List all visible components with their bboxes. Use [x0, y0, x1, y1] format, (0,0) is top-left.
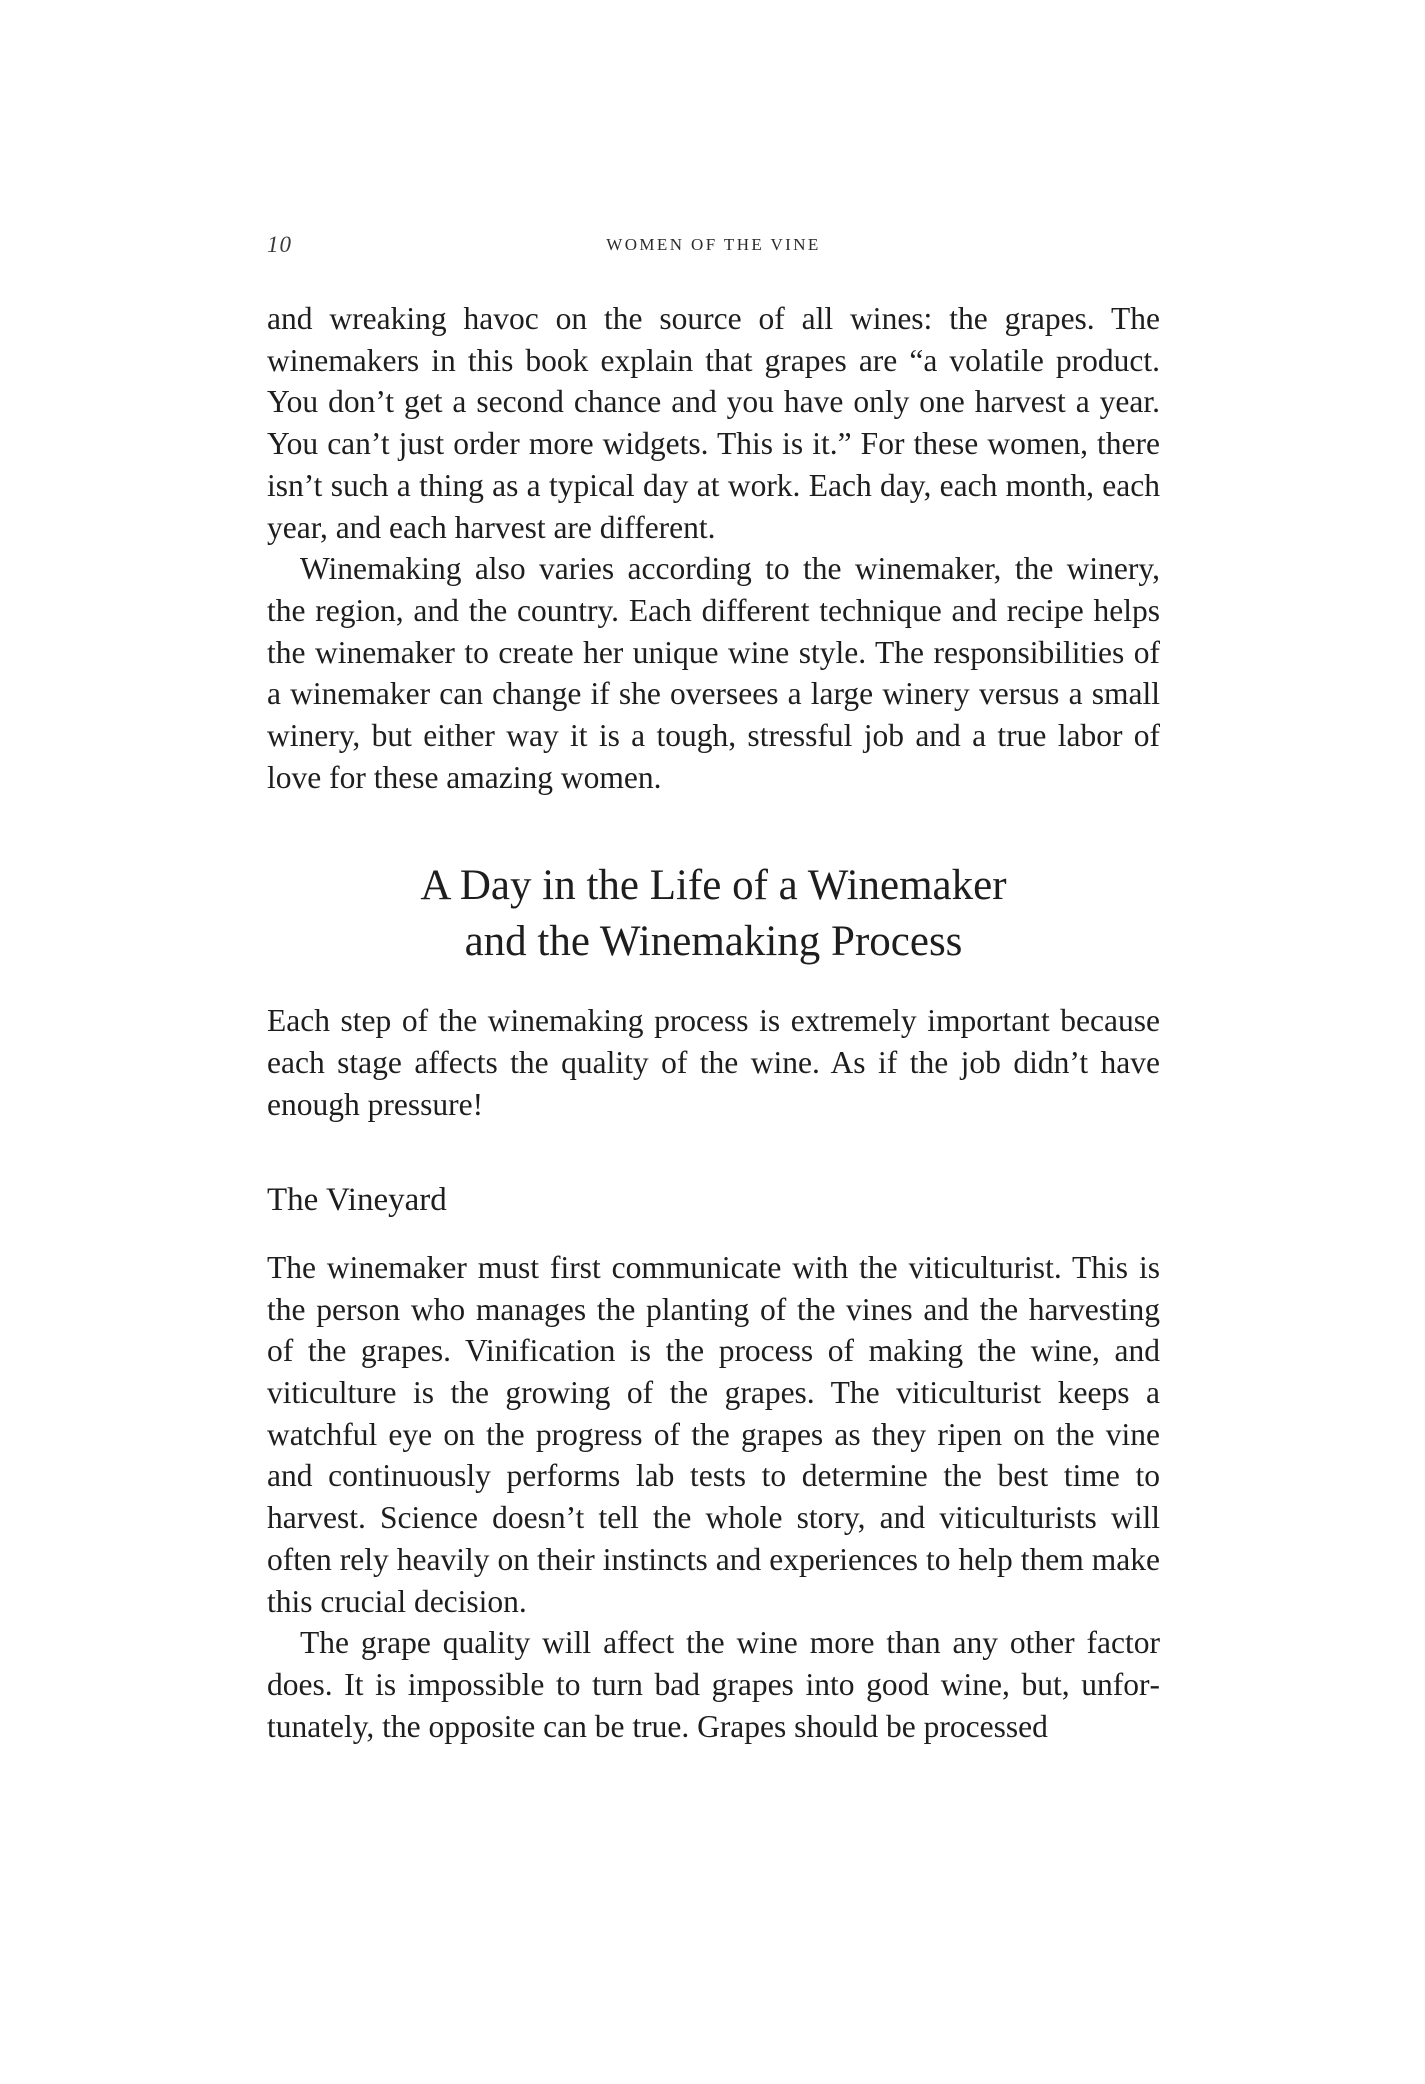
chapter-heading-line: and the Winemaking Process — [464, 918, 963, 966]
running-head — [267, 225, 1160, 265]
paragraph: Winemaking also varies according to the winemaker, the winery, the region, and the country. Each different technique and recipe helps the winemaker to create her unique wine style. The responsibilities of a winemaker can change if she oversees a large winery versus a small winery, but either way it is a tough, stressful job and a true labor of love for these amazing women. — [267, 551, 1160, 795]
paragraph: The winemaker must first communicate with the viticulturist. This is the person who manages the planting of the vines and the harvesting of the grapes. Vinification is the process of making the wine, and viticulture is the growing of the grapes. The viticulturist keeps a watchful eye on the progress of the grapes as they ripen on the vine and continuously performs lab tests to determine the best time to harvest. Science doesn’t tell the whole story, and viticulturists will often rely heavily on their instincts and experiences to help them make this crucial decision. — [267, 1249, 1160, 1619]
section-heading: The Vineyard — [267, 1181, 447, 1218]
intro-text — [267, 298, 1160, 798]
section-text — [267, 1247, 1160, 1747]
paragraph: Each step of the winemaking process is extremely important because each stage affects the quality of the wine. As if the job didn’t have enough pressure! — [267, 1003, 1160, 1122]
paragraph: and wreaking havoc on the source of all wines: the grapes. The winemakers in this book explain that grapes are “a volatile product. You don’t get a second chance and you have only one harvest a year. You can’t just order more widgets. This is it.” For these women, there isn’t such a thing as a typical day at work. Each day, each month, each year, and each harvest are different. — [267, 301, 1160, 545]
book-page — [267, 225, 1160, 1747]
running-title: WOMEN OF THE VINE — [606, 235, 821, 254]
chapter-heading — [267, 858, 1160, 970]
paragraph: The grape quality will affect the wine more than any other factor does. It is impossible to turn bad grapes into good wine, but, unfortunately, the opposite can be true. Grapes should be processed — [267, 1625, 1160, 1744]
page-number: 10 — [267, 232, 292, 257]
chapter-heading-line: A Day in the Life of a Winemaker — [420, 862, 1007, 910]
chapter-intro — [267, 1000, 1160, 1125]
